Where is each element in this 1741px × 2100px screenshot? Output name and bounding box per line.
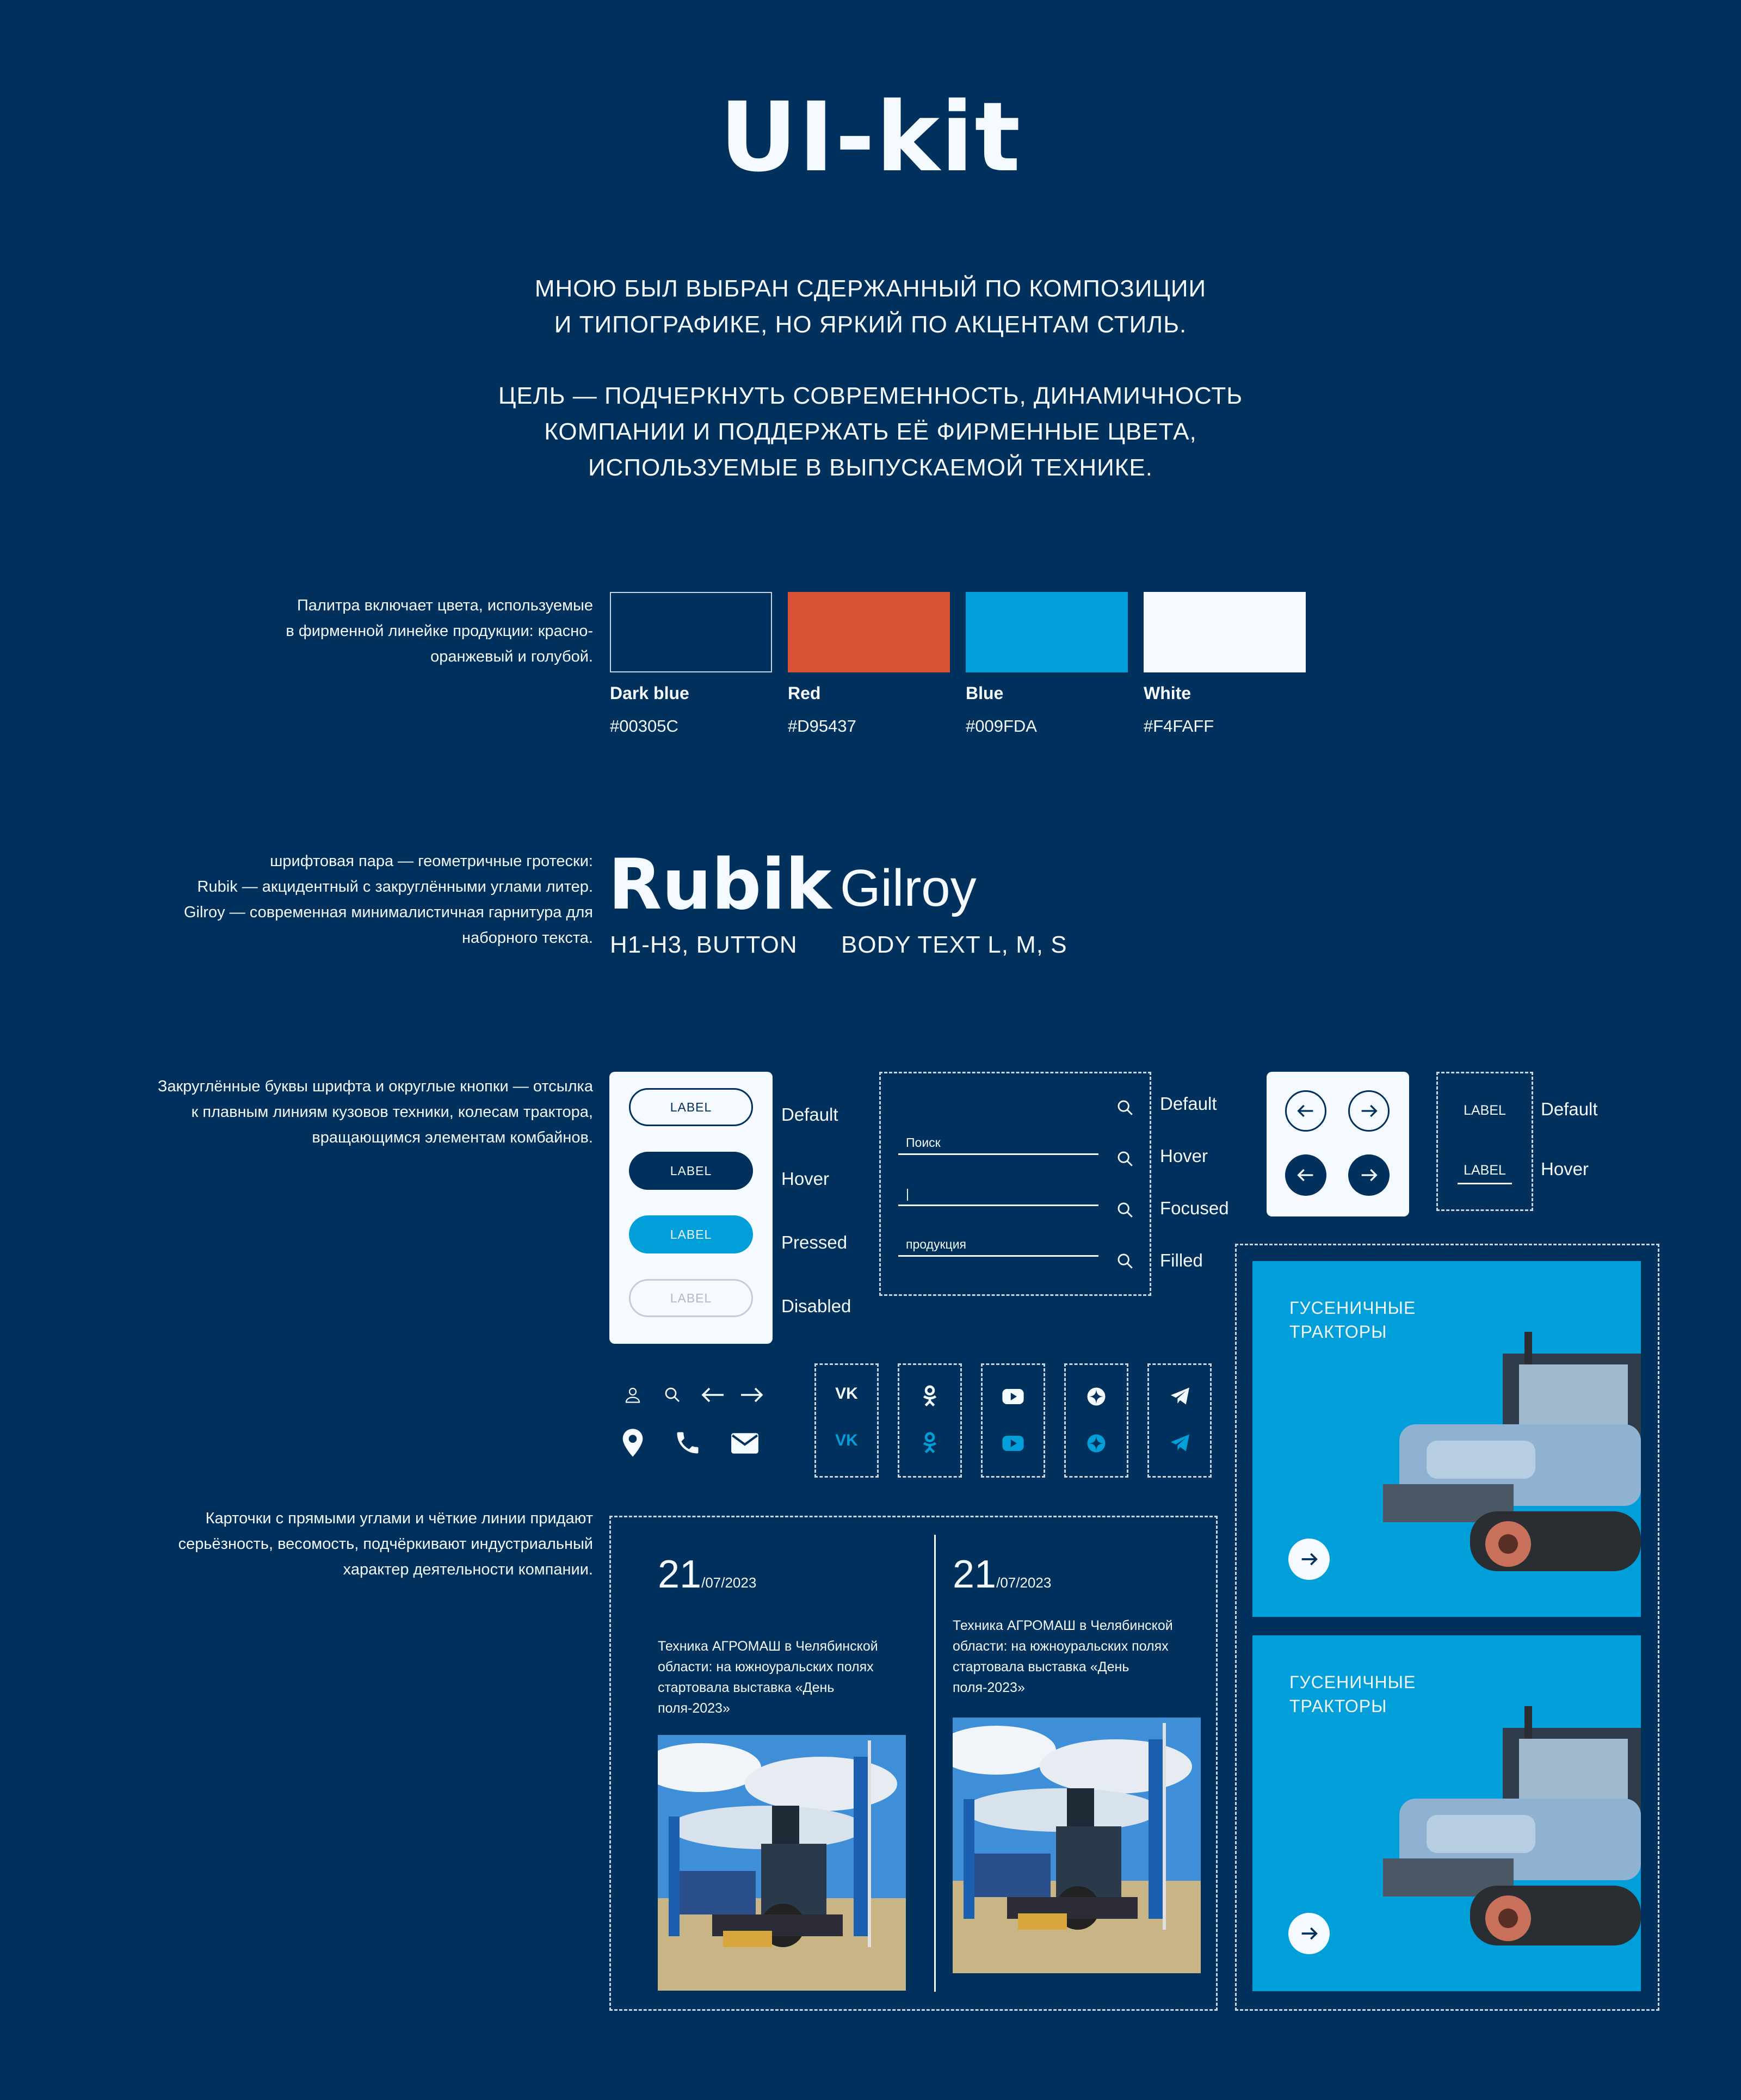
state-label: Hover <box>781 1169 830 1189</box>
odnoklassniki-icon[interactable] <box>921 1385 939 1406</box>
ok-icon-panel <box>898 1363 962 1478</box>
state-label: Hover <box>1160 1146 1208 1166</box>
telegram-icon-panel <box>1147 1363 1212 1478</box>
state-label: Default <box>781 1104 838 1125</box>
intro-paragraph-1 <box>381 271 1360 343</box>
inputs-panel <box>879 1072 1151 1296</box>
button-hover[interactable]: LABEL <box>629 1152 753 1190</box>
vk-icon[interactable]: VK <box>835 1385 858 1403</box>
youtube-icon[interactable] <box>1002 1436 1024 1451</box>
search-icon[interactable] <box>1116 1252 1134 1270</box>
state-label: Default <box>1541 1099 1598 1119</box>
state-label: Filled <box>1160 1250 1203 1270</box>
news-line: стартовала выставка «День <box>953 1659 1129 1675</box>
button-default[interactable]: LABEL <box>629 1088 753 1126</box>
desc-line: Gilroy — современная минималистичная гарнитура для <box>183 904 593 921</box>
swatch-hex: #D95437 <box>788 717 856 736</box>
telegram-icon[interactable] <box>1170 1387 1190 1405</box>
search-icon[interactable] <box>1116 1098 1134 1117</box>
desc-line: в фирменной линейке продукции: красно- <box>286 622 593 640</box>
user-icon[interactable] <box>623 1385 643 1405</box>
product-card[interactable] <box>1252 1635 1641 1991</box>
news-line: Техника АГРОМАШ в Челябинской <box>953 1618 1173 1633</box>
swatch-hex: #009FDA <box>966 717 1037 736</box>
product-title-line: ТРАКТОРЫ <box>1289 1696 1387 1716</box>
swatch-hex: #00305C <box>610 717 678 736</box>
vk-icon-panel <box>814 1363 879 1478</box>
button-pressed[interactable]: LABEL <box>629 1215 753 1253</box>
desc-line: Rubik — акцидентный с закруглёнными углами литер. <box>197 878 593 895</box>
location-pin-icon[interactable] <box>621 1428 645 1458</box>
cards-description <box>22 1506 593 1583</box>
swatch-name: Blue <box>966 683 1004 703</box>
product-card-arrow-button[interactable] <box>1288 1913 1330 1954</box>
swatch-dark-blue <box>610 592 772 672</box>
arrow-right-icon <box>1298 1548 1320 1570</box>
buttons-panel <box>609 1072 773 1344</box>
font-usage-gilroy: BODY TEXT L, M, S <box>841 931 1067 958</box>
product-card[interactable] <box>1252 1261 1641 1617</box>
news-line: Техника АГРОМАШ в Челябинской <box>658 1639 878 1654</box>
arrow-left-icon[interactable] <box>700 1384 726 1406</box>
state-label: Pressed <box>781 1232 848 1252</box>
palette-description <box>22 593 593 670</box>
swatch-hex: #F4FAFF <box>1144 717 1214 736</box>
intro-line: МНОЮ БЫЛ ВЫБРАН СДЕРЖАННЫЙ ПО КОМПОЗИЦИИ <box>534 275 1207 302</box>
vk-icon[interactable]: VK <box>835 1431 858 1449</box>
intro-line: КОМПАНИИ И ПОДДЕРЖАТЬ ЕЁ ФИРМЕННЫЕ ЦВЕТА, <box>544 418 1197 445</box>
search-icon[interactable] <box>1116 1201 1134 1219</box>
arrow-left-icon <box>1295 1164 1317 1186</box>
news-card[interactable] <box>953 1552 1051 1597</box>
arrow-right-icon[interactable] <box>739 1384 765 1406</box>
news-text <box>658 1636 913 1719</box>
state-label: Focused <box>1160 1198 1229 1218</box>
swatch-name: Red <box>788 683 821 703</box>
mail-icon[interactable] <box>730 1432 760 1455</box>
search-input-hover[interactable]: Поиск <box>898 1130 1098 1155</box>
link-default[interactable]: LABEL <box>1464 1103 1506 1118</box>
search-icon[interactable] <box>1116 1150 1134 1168</box>
telegram-icon[interactable] <box>1170 1434 1190 1452</box>
product-title-line: ГУСЕНИЧНЫЕ <box>1289 1298 1416 1318</box>
news-line: стартовала выставка «День <box>658 1680 835 1695</box>
tractor-image <box>1361 1321 1641 1604</box>
page-title: UI-kit <box>719 82 1022 193</box>
swatch-red <box>788 592 950 672</box>
product-card-arrow-button[interactable] <box>1288 1539 1330 1580</box>
news-day: 21 <box>953 1553 997 1596</box>
font-sample-gilroy: Gilroy <box>840 859 977 917</box>
arrow-left-button-hover[interactable] <box>1285 1154 1326 1196</box>
search-input-filled[interactable]: продукция <box>898 1232 1098 1257</box>
news-line: области: на южноуральских полях <box>658 1659 874 1675</box>
tractor-image <box>1361 1695 1641 1978</box>
news-line: поля-2023» <box>953 1680 1025 1695</box>
news-photo[interactable] <box>953 1718 1201 1973</box>
arrow-left-icon <box>1295 1100 1317 1122</box>
search-icon[interactable] <box>663 1385 682 1405</box>
arrow-buttons-panel <box>1267 1072 1409 1216</box>
search-input-focused[interactable]: | <box>898 1181 1098 1206</box>
intro-line: ЦЕЛЬ — ПОДЧЕРКНУТЬ СОВРЕМЕННОСТЬ, ДИНАМИЧНОСТЬ <box>498 382 1243 409</box>
arrow-right-icon <box>1358 1164 1380 1186</box>
dzen-icon-panel <box>1064 1363 1128 1478</box>
buttons-description <box>22 1074 593 1151</box>
odnoklassniki-icon[interactable] <box>921 1431 939 1453</box>
search-input-default[interactable] <box>898 1083 1098 1108</box>
fonts-description <box>22 849 593 951</box>
youtube-icon-panel <box>981 1363 1045 1478</box>
state-label: Disabled <box>781 1296 851 1316</box>
swatch-white <box>1144 592 1306 672</box>
swatch-name: Dark blue <box>610 683 689 703</box>
button-disabled: LABEL <box>629 1279 753 1317</box>
swatch-name: White <box>1144 683 1191 703</box>
intro-line: ИСПОЛЬЗУЕМЫЕ В ВЫПУСКАЕМОЙ ТЕХНИКЕ. <box>588 454 1153 481</box>
dzen-icon[interactable] <box>1086 1434 1106 1453</box>
desc-line: наборного текста. <box>461 929 593 947</box>
youtube-icon[interactable] <box>1002 1389 1024 1404</box>
desc-line: серьёзность, весомость, подчёркивают индустриальный <box>178 1535 593 1553</box>
news-photo[interactable] <box>658 1735 906 1991</box>
intro-paragraph-2 <box>381 378 1360 486</box>
news-cards-panel <box>609 1516 1218 2011</box>
arrow-right-button-default[interactable] <box>1348 1090 1390 1132</box>
desc-line: оранжевый и голубой. <box>430 648 593 665</box>
news-line: поля-2023» <box>658 1701 730 1716</box>
font-sample-rubik: Rubik <box>608 844 832 925</box>
phone-icon[interactable] <box>674 1429 702 1457</box>
news-card[interactable] <box>658 1552 756 1597</box>
swatch-blue <box>966 592 1128 672</box>
news-date: /07/2023 <box>996 1574 1052 1591</box>
news-date: /07/2023 <box>701 1574 757 1591</box>
arrow-right-icon <box>1358 1100 1380 1122</box>
intro-line: И ТИПОГРАФИКЕ, НО ЯРКИЙ ПО АКЦЕНТАМ СТИЛЬ. <box>554 311 1187 338</box>
desc-line: Карточки с прямыми углами и чёткие линии придают <box>205 1510 593 1527</box>
state-label: Default <box>1160 1094 1217 1114</box>
state-label: Hover <box>1541 1159 1589 1179</box>
desc-line: Закруглённые буквы шрифта и округлые кнопки — отсылка <box>157 1078 593 1095</box>
link-hover[interactable]: LABEL <box>1458 1163 1512 1184</box>
product-title-line: ГУСЕНИЧНЫЕ <box>1289 1672 1416 1692</box>
desc-line: Палитра включает цвета, используемые <box>297 597 593 614</box>
desc-line: вращающимся элементам комбайнов. <box>312 1129 593 1146</box>
news-line: области: на южноуральских полях <box>953 1639 1169 1654</box>
news-divider <box>934 1535 936 1992</box>
product-title-line: ТРАКТОРЫ <box>1289 1322 1387 1342</box>
arrow-right-button-hover[interactable] <box>1348 1154 1390 1196</box>
news-text <box>953 1615 1208 1698</box>
link-labels-panel <box>1436 1072 1533 1211</box>
news-day: 21 <box>658 1553 702 1596</box>
dzen-icon[interactable] <box>1086 1387 1106 1406</box>
desc-line: шрифтовая пара — геометричные гротески: <box>270 853 593 870</box>
desc-line: характер деятельности компании. <box>343 1561 593 1578</box>
arrow-left-button-default[interactable] <box>1285 1090 1326 1132</box>
font-usage-rubik: H1-H3, BUTTON <box>610 931 798 958</box>
desc-line: к плавным линиям кузовов техники, колесам трактора, <box>191 1103 593 1121</box>
arrow-right-icon <box>1298 1923 1320 1944</box>
